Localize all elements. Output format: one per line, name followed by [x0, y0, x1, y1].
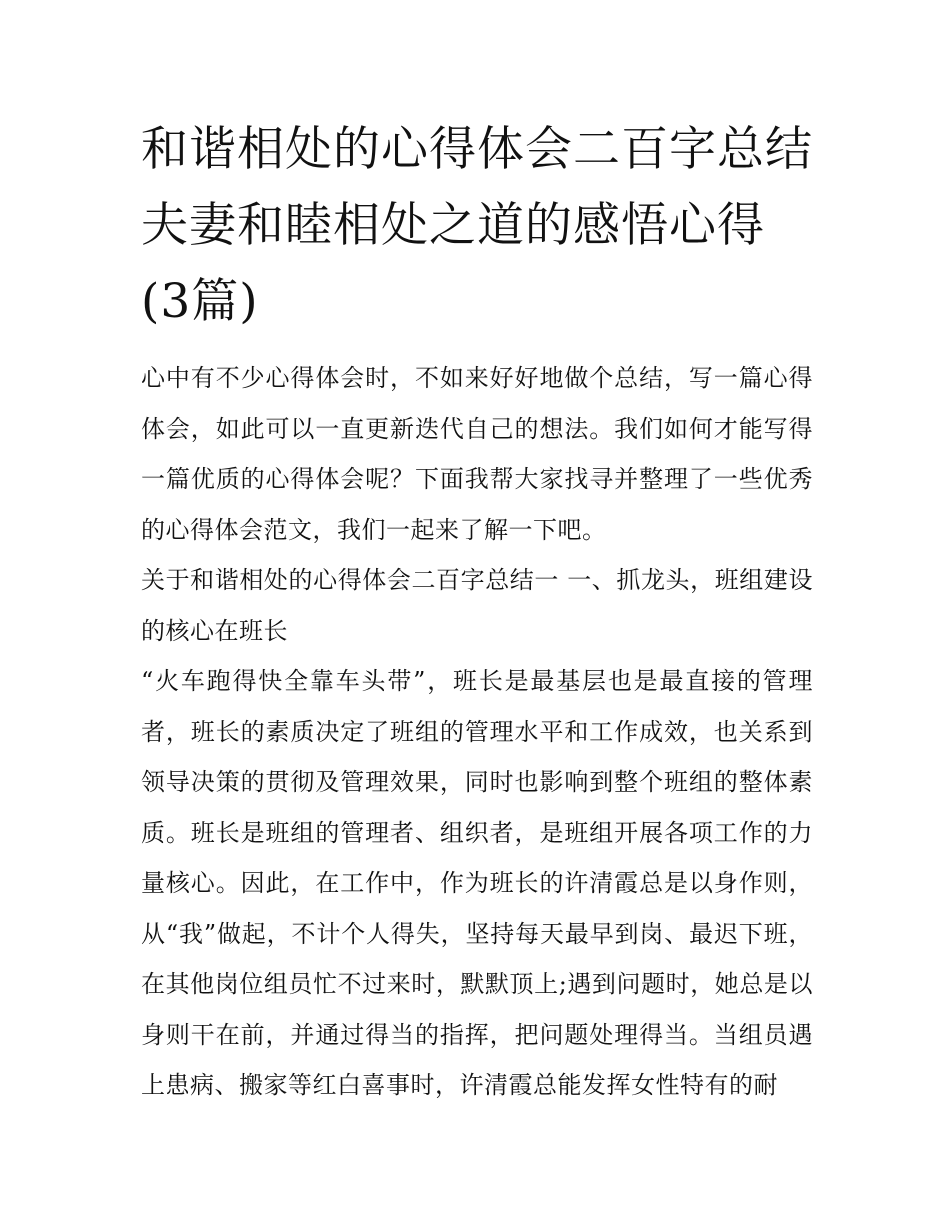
section-heading-paragraph: 关于和谐相处的心得体会二百字总结一 一、抓龙头，班组建设的核心在班长 — [141, 566, 813, 645]
body-paragraph: “火车跑得快全靠车头带”，班长是最基层也是最直接的管理者，班长的素质决定了班组的管理水平和工作成效，也关系到领导决策的贯彻及管理效果，同时也影响到整个班组的整体素质。班长是班组的管理者、组织者，是班组开展各项工作的力量核心。因此，在工作中，作为班长的许清霞总是以身作则，从“我”做起，不计个人得失，坚持每天最早到岗、最迟下班，在其他岗位组员忙不过来时，默默顶上;遇到问题时，她总是以身则干在前，并通过得当的指挥，把问题处理得当。当组员遇上患病、搬家等红白喜事时，许清霞总能发挥女性特有的耐 — [141, 667, 813, 1099]
document-title: 和谐相处的心得体会二百字总结 夫妻和睦相处之道的感悟心得(3篇) — [141, 122, 813, 329]
intro-paragraph: 心中有不少心得体会时，不如来好好地做个总结，写一篇心得体会，如此可以一直更新迭代自己的想法。我们如何才能写得一篇优质的心得体会呢？下面我帮大家找寻并整理了一些优秀的心得体会范文，我们一起来了解一下吧。 — [141, 364, 813, 544]
document-page — [141, 112, 813, 1111]
